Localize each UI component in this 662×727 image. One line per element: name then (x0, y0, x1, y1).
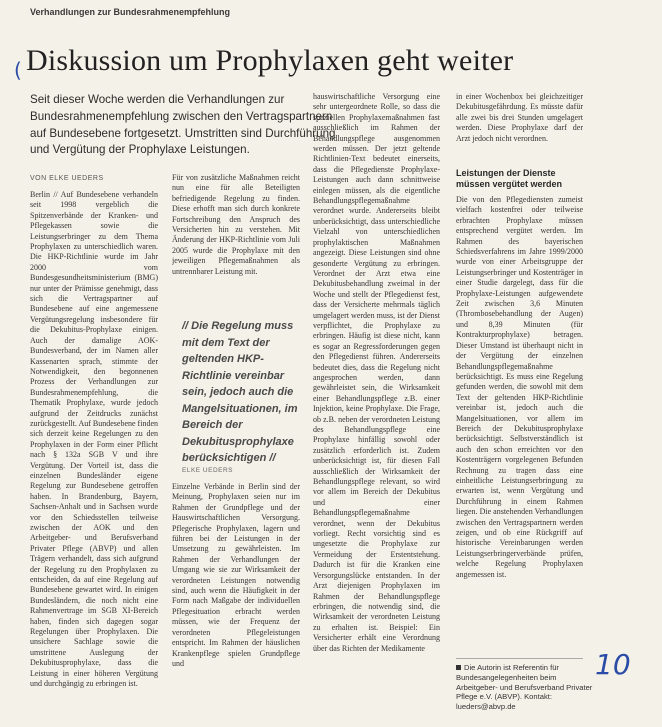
section-header: Verhandlungen zur Bundesrahmenempfehlung (30, 7, 231, 17)
article-lead: Seit dieser Woche werden die Verhandlungen zur Bundesrahmenempfehlung zwischen den Vertragspartnern auf Bundesebene fortgesetzt. Umstritten sind Durchführung und Vergütung der Prophylaxe Leistungen. (30, 93, 336, 157)
column-2-bottom (172, 482, 300, 715)
column-4-body-text: Die von den Pflegediensten zumeist vielfach kostenfrei oder teilweise erbrachten Prophylaxe müssen entsprechend vergütet werden. Im Rahmen des bayerischen Schiedsverfahrens im Jahre 1999/2000 wurde von einer Arbeitsgruppe der Leistungserbringer und Kostenträger in einer Studie dargelegt, dass für die Prophylaxe-Leistungen aufgewendete Zeit zwischen 3,6 Minuten (Thrombosebehandlung der Augen) und 8,39 Minuten (für Kontrakturprophylaxe) betragen. Dieser Umstand ist überhaupt nicht in der Vergütung der einzelnen Behandlungspflegemaßnahme berücksichtigt. Es muss eine Regelung gefunden werden, die sowohl mit dem Text der geltenden HKP-Richtlinie vereinbar ist, jedoch auch die Mangelsituationen, vor allem im Bereich der Dekubitusprophylaxe berücksichtigt. Selbstverständlich ist auch den schon erreichten vor den Kostenträgern vorgelegenen Befunden Rechnung zu tragen dass eine einheitliche Leistungserbringung zu erwarten ist, wenn Vergütung und Durchführung in einem Rahmen liegen. Die anstehenden Verhandlungen zwischen den Vertragspartnern werden zeigen, und ob eine Rückgriff auf historische Vereinbarungen werden Leistungserbringerverbände prüfen, welche Regelung Prophylaxen angemessen ist. (456, 195, 583, 579)
subheading: Leistungen der Dienste müssen vergütet werden (456, 168, 563, 189)
column-4-top (456, 92, 583, 162)
column-4-body (456, 195, 583, 595)
column-1-text: Berlin // Auf Bundesebene verhandeln seit 1998 vergeblich die Spitzenverbände der Kranken- und Pflegekassen sowie die Leistungserbringer zu dem Thema Prophylaxen zu unterschiedlich waren. Die HKP-Richtlinie wurde im Jahr 2000 vom Bundesgesundheitsministerium (BMG) nur unter der Prämisse genehmigt, dass sich die Vertragspartner auf Bundesebene auf eine angemessene Vergütungsregelung insbesondere für die Dekubitus-Prophylaxe einigen. Auch der damalige AOK-Bundesverband, der im Namen aller Kassenarten sprach, stimmte der Notwendigkeit, den begonnenen Prozess der Verhandlungen zur Bundesrahmenempfehlung, die Thematik Prophylaxe, wurde jedoch aufgrund der Zeitdrucks zunächst zurückgestellt. Auf Bundesebene finden sich derzeit keine Regelungen zu den Prophylaxen in der Form einer Pflicht nach § 132a SGB V und ihre Vergütung. Der Vorteil ist, dass die einzelnen Bundesländer eigene Regelung zur Bundesebene getroffen haben. In Brandenburg, Bayern, Sachsen-Anhalt und in Sachsen wurde vor den Schiedsstellen teilweise zwischen der AOK und den Arbeitgeber- und Berufsverband Privater Pflege (ABVP) und allen Trägern verhandelt, dass sich aufgrund der Regelung zu den Prophylaxen zu entscheiden, da auf eine Regelung auf Bundesebene gewartet wird. In einigen Bundesländern, die noch nicht eine Rahmenvertrage im SGB XI-Bereich haben, finden sich dagegen sogar Regelungen über Prophylaxen. Die unsichere Sachlage sowie die umstrittene Auslegung der Dekubitusprophylaxe, dass die Leistung in einer höheren Vergütung und durchgängig zu erbringen ist. (30, 190, 158, 689)
column-1 (30, 190, 158, 715)
author-divider (456, 658, 583, 659)
article-title: Diskussion um Prophylaxen geht weiter (26, 44, 514, 77)
column-2-top (172, 173, 300, 313)
author-note (456, 663, 596, 712)
pull-quote-author: ELKE UEDERS (182, 467, 234, 474)
byline: VON ELKE UEDERS (30, 175, 104, 182)
column-2-bottom-text: Einzelne Verbände in Berlin sind der Meinung, Prophylaxen seien nur im Rahmen der Grundpflege und der Hauswirtschaftlichen Versorgung. Pflegerische Prophylaxen, lagern und führen bei der Leistungen in der Umsetzung zu gewährleisten. Im Rahmen der Verhandlungen der Umgang wie sie zur Wirksamkeit der verordneten Leistungen notwendig sind, auch wenn die Häufigkeit in der Form nach Maßgabe der individuellen Pflegesituation erbracht werden müssen, wie der Frequenz der verordneten Pflegeleistungen entspricht. Im Rahmen der häuslichen Krankenpflege spielen Grundpflege und (172, 482, 300, 668)
column-2-top-text: Für von zusätzliche Maßnahmen reicht nun eine für alle Beteiligten befriedigende Regelung zu finden. Diese erhofft man sich durch konkrete Fortschreibung den Anspruch des Versicherten hin zu verstehen. Mit Änderung der HKP-Richtlinie vom Juli 2005 wurde die Prophylaxe mit den jeweiligen Pflegemaßnahmen als untrennbarer Leistung mit. (172, 173, 300, 276)
square-bullet-icon (456, 665, 461, 670)
pull-quote: // Die Regelung muss mit dem Text der geltenden HKP-Richtlinie vereinbar sein, jedoch auch die Mangelsituationen, im Bereich der Dekubitusprophylaxe berücksichtigen // (182, 320, 298, 464)
column-3 (313, 92, 440, 715)
handwritten-margin-mark: ( (14, 58, 22, 82)
column-3-text: hauswirtschaftliche Versorgung eine sehr untergeordnete Rolle, so dass die speziellen Prophylaxemaßnahmen fast ausschließlich im Rahmen der Behandlungspflege ausgenommen werden müssen. Der jetzt geltende Richtlinien-Text bedeutet einerseits, dass die Pflegedienste Prophylaxe-Leistungen auch dann schnittweise einlegen müssen, als die eigentliche Behandlungspflegemaßnahme verordnet wurde. Andererseits bleibt unberücksichtigt, dass unterschiedliche Vielzahl von unterschiedlichen prophylaktischen Maßnahmen angezeigt. Diese Leistungen sind ohne gesonderte Vergütung zu erbringen. Verordnet der Arzt etwa eine Dekubitusbehandlung zweimal in der Woche und stellt der Pflegedienst fest, dass der Versicherte mehrmals täglich umgelagert werden muss, ist der Dienst verpflichtet, die Prophylaxe zu erbringen. Häufig ist diese nicht, kann es sogar an Regressforderungen gegen den Pflegedienst führen. Andererseits bedeutet dies, dass die Regelung nicht angesprochen werden, dann gewährleistet sein, die Wirksamkeit einer Behandlungspflege z.B. einer Injektion, keine Prophylaxe. Die Frage, ob z.B. neben der verordneten Leistung des Behandlungspflege eine Prophylaxe hinfällig sowohl oder zusätzlich erforderlich ist. Zudem unberücksichtigt ist, für diesen Fall ausschließlich der Wirksamkeit der Behandlungspflege relevant, so wird vor allem im Bereich der Dekubitus und einer Behandlungspflegemaßnahme verordnet, wenn der Dekubitus vorliegt. Recht vorsichtig sind es ungesetzte die Prophylaxe zur Vermeidung der Erstentstehung. Dadurch ist für die Kranken eine Versorgungslücke entstanden. In der Arzt diejenigen Prophylaxen im Rahmen der Behandlungspflege erbringen, die notwendig sind, die Wirksamkeit der verordneten Leistung zu erhalten ist. Beispiel: Ein Versicherter erhält eine Verordnung über das Richten der Medikamente (313, 92, 440, 653)
handwritten-page-number: 10 (595, 648, 631, 681)
author-note-text: Die Autorin ist Referentin für Bundesangelegenheiten beim Arbeitgeber- und Berufsverband Privater Pflege e.V. (ABVP). Kontakt: lueders@abvp.de (456, 663, 593, 712)
column-4-top-text: in einer Wochenbox bei gleichzeitiger Dekubitusgefährdung. Es müsste dafür alle zwei bis drei Stunden umgelagert werden. Diese Prophylaxe darf der Arzt jedoch nicht verordnen. (456, 92, 583, 143)
